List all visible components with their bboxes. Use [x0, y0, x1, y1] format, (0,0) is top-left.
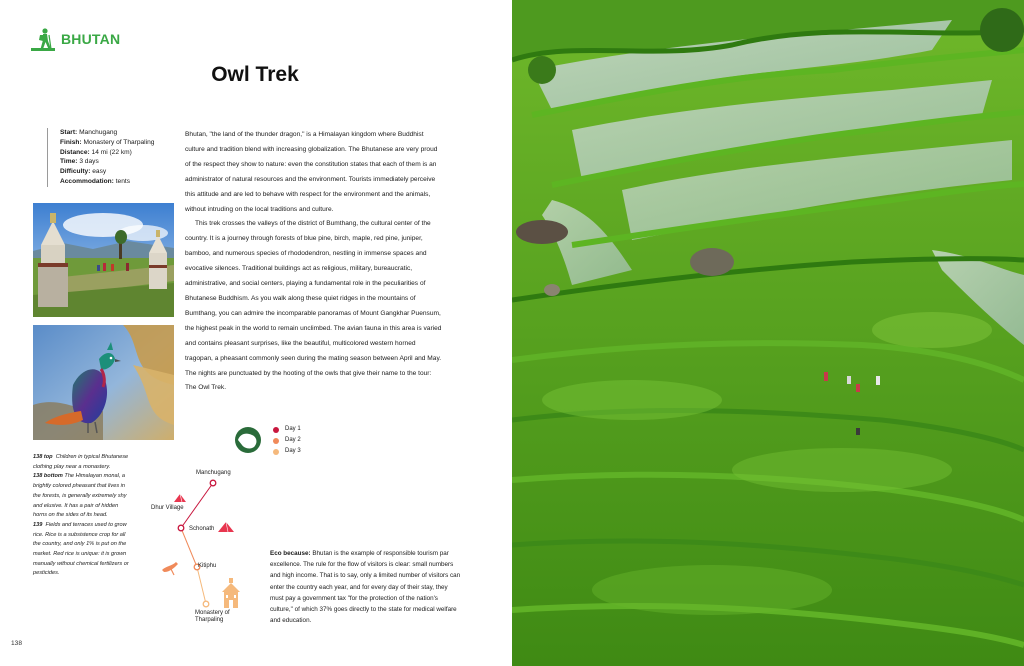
page-title: Owl Trek: [211, 63, 299, 86]
photo-captions: [33, 453, 131, 579]
route-map: [140, 420, 270, 630]
country-name: BHUTAN: [61, 31, 121, 47]
caption-139: 139 Fields and terraces used to grow rice. Rice is a subsistence crop for all the country, and only 1% is put on the market. Red rice is unique: it is grown manually without chemical fertilizers or pesticides.: [33, 521, 129, 577]
main-article-text: [185, 128, 443, 396]
page-number: 138: [11, 640, 23, 647]
map-label-tharpaling-line2: Tharpaling: [195, 617, 224, 623]
caption-138-bottom: 138 bottom The Himalayan monal, a brightly colored pheasant that lives in the forests, is generally extremely shy and elusive. It has a pair of hidden horns on the sides of its head.: [33, 473, 127, 519]
trek-info-box: [47, 128, 173, 187]
info-finish: Finish: Monastery of Tharpaling: [60, 138, 155, 146]
legend-day-3: Day 3: [273, 446, 301, 457]
stop-manchugang: [210, 480, 216, 486]
eco-text: Bhutan is the example of responsible tourism par excellence. The rule for the flow of visitors is clear: small numbers and high income. That is to say, only a limited number of visitors can enter the country each year, and for every day of their stay, they must pay a government tax "for the protection of the nation's culture," of which 37% goes directly to the state for medical welfare and education.: [270, 550, 461, 625]
map-legend: [273, 424, 301, 457]
map-label-tharpaling-line1: Monastery of: [195, 610, 230, 616]
map-label-dhur-village: Dhur Village: [151, 505, 184, 511]
info-accommodation: Accommodation: tents: [60, 177, 130, 185]
rice-terraces-photo: [512, 0, 1024, 666]
map-label-manchugang: Manchugang: [196, 470, 231, 476]
map-label-schonath: Schonath: [189, 526, 215, 532]
legend-dot-day-2: [273, 438, 279, 444]
legend-dot-day-3: [273, 449, 279, 455]
info-time: Time: 3 days: [60, 158, 99, 166]
legend-dot-day-1: [273, 427, 279, 433]
info-distance: Distance: 14 mi (22 km): [60, 148, 132, 156]
eco-because-box: [270, 548, 462, 626]
eco-label: Eco because:: [270, 550, 311, 557]
article-paragraph-1: Bhutan, "the land of the thunder dragon," is a Himalayan kingdom where Buddhist culture and tradition blend with increasing globalization. The Bhutanese are very proud of the respect they show to nature: even the constitution states that each of them is an administrator of natural resources and the environment. Tourists immediately perceive this attitude and are led to behave with respect for the environment and the animals, without intruding on the local traditions and culture.: [185, 131, 438, 213]
monastery-photo: [33, 203, 174, 317]
info-start: Start: Manchugang: [60, 129, 118, 136]
map-label-kitiphu: Kitiphu: [198, 563, 217, 569]
hiker-icon: [31, 27, 55, 51]
legend-day-1: Day 1: [273, 424, 301, 435]
info-difficulty: Difficulty: easy: [60, 168, 107, 176]
caption-138-top: 138 top Children in typical Bhutanese clothing play near a monastery.: [33, 454, 129, 470]
legend-day-2: Day 2: [273, 435, 301, 446]
stop-schonath: [178, 525, 184, 531]
stop-tharpaling: [203, 601, 209, 607]
article-paragraph-2: This trek crosses the valleys of the district of Bumthang, the cultural center of the country. It is a journey through forests of blue pine, birch, maple, red pine, juniper, bamboo, and numerous species of rhododendron, nestling in immense spaces and evocative silences. Traditional buildings act as religious, military, bureaucratic, administrative, and social centers, playing a fundamental role in the peculiarities of Bhutanese Buddhism. As you walk along these quiet ridges in the mountains of Bumthang, you can admire the incomparable panoramas of Mount Gangkhar Puensum, the highest peak in the world to remain unclimbed. The avian fauna in this area is varied and contains pleasant surprises, like the beautiful, multicolored western horned tragopan, a pheasant commonly seen during the mating season between April and May. The nights are punctuated by the hooting of the owls that give their name to the tour: The Owl Trek.: [185, 220, 442, 392]
